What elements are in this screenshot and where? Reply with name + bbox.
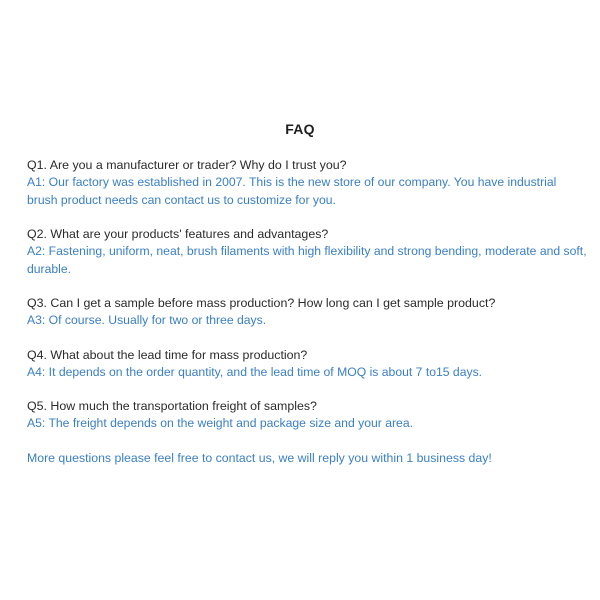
faq-question-4: Q4. What about the lead time for mass production? xyxy=(27,347,308,362)
page-title: FAQ xyxy=(285,121,315,137)
faq-question-1: Q1. Are you a manufacturer or trader? Why do I trust you? xyxy=(27,158,347,172)
faq-item-2 xyxy=(27,226,587,278)
faq-question-2: Q2. What are your products' features and advantages? xyxy=(27,227,329,241)
faq-item-1 xyxy=(27,157,587,209)
faq-question-3: Q3. Can I get a sample before mass production? How long can I get sample product? xyxy=(27,296,496,310)
faq-question-5: Q5. How much the transportation freight of samples? xyxy=(27,399,317,413)
faq-list xyxy=(27,157,587,467)
faq-item-3 xyxy=(27,295,587,330)
faq-answer-4: A4: It depends on the order quantity, and the lead time of MOQ is about 7 to15 days. xyxy=(27,364,483,379)
faq-answer-5: A5: The freight depends on the weight and package size and your area. xyxy=(27,416,413,430)
faq-item-5 xyxy=(27,398,587,433)
faq-item-4 xyxy=(27,347,587,382)
faq-answer-2: A2: Fastening, uniform, neat, brush filaments with high flexibility and strong bending, moderate and soft, durable. xyxy=(27,244,587,276)
faq-answer-1: A1: Our factory was established in 2007. This is the new store of our company. You have industrial brush product needs can contact us to customize for you. xyxy=(27,175,557,207)
closing-note: More questions please feel free to contact us, we will reply you within 1 business day! xyxy=(27,450,492,465)
faq-answer-3: A3: Of course. Usually for two or three days. xyxy=(27,313,267,327)
